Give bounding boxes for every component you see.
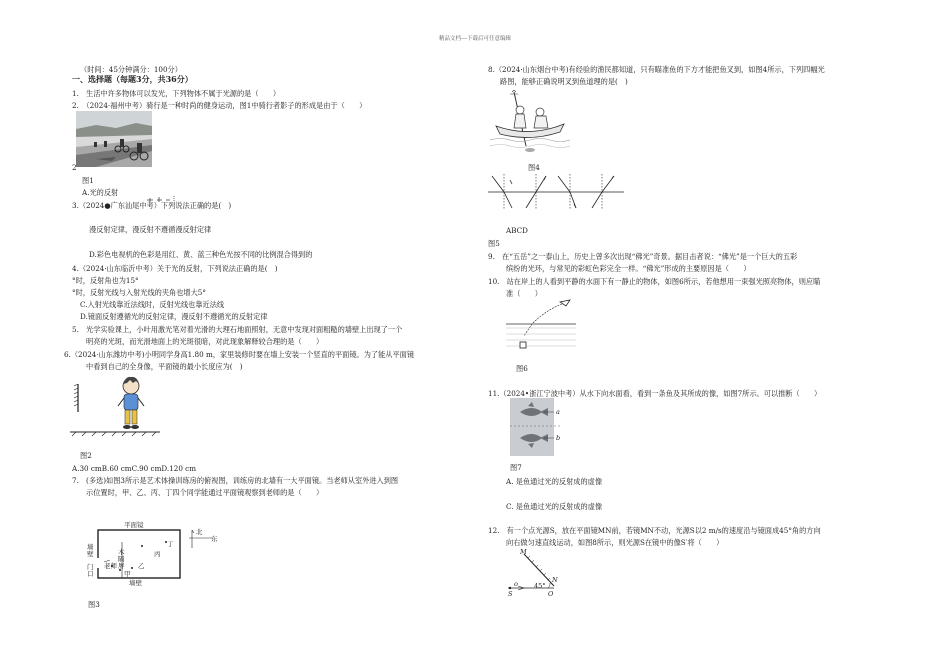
figure-4-caption: 图4 <box>528 163 540 172</box>
question-12-line-2: 向右做匀速直线运动，如图8所示，则光源S在镜中的像S′将（ ） <box>506 538 724 547</box>
question-2-mark: 2 <box>72 163 77 172</box>
fig8-s-label: S <box>508 590 513 598</box>
fig3-wood-label: 木 <box>118 548 125 556</box>
question-11-option-c: C. 是鱼通过光的反射成的虚像 <box>506 502 603 511</box>
fig3-yi-label: 乙 <box>138 562 145 570</box>
question-3-option-d: D.彩色电视机的色彩是用红、黄、蓝三种色光按不同的比例混合得到的 <box>89 250 313 259</box>
figure-1-photo <box>76 111 152 167</box>
question-1: 1. 生活中许多物体可以发光，下列物体不属于光源的是（ ） <box>72 89 281 98</box>
fig7-a-label: a <box>556 408 560 416</box>
question-4-option-d: D.镜面反射遵循光的反射定律，漫反射不遵循光的反射定律 <box>80 312 268 321</box>
fig8-o-label: O <box>548 590 554 598</box>
fig3-teacher-label: 老师 <box>104 562 117 570</box>
figure-3-caption: 图3 <box>88 600 100 609</box>
question-6-line-1: 6.（2024·山东潍坊中考)小明同学身高1.80 m，家里装修时要在墙上安装一个竖直的平面镜。为了能从平面镜 <box>64 350 415 359</box>
question-7-line-1: 7. (多选)如图3所示是艺术体操训练房的俯视图，训练房的北墙有一大平面镜。当老师从室外进入到图 <box>72 476 399 485</box>
figure-4-fisherman <box>490 90 570 154</box>
fig8-n-label: N <box>552 576 558 584</box>
question-6-line-2: 中看到自己的全身像，平面镜的最小长度应为( ) <box>86 362 243 371</box>
question-2-option-a: A.光的反射 <box>82 188 119 197</box>
fig3-door-label: 门口 <box>87 563 94 578</box>
question-9-line-1: 9. 在“五岳”之一泰山上，历史上曾多次出现“佛光”奇景。据目击者说：“佛光”是一个巨大的五彩 <box>488 252 798 261</box>
question-8-line-1: 8.（2024·山东烟台中考)有经验的渔民都知道，只有瞄准鱼的下方才能把鱼叉到，如图4所示，下列四幅光 <box>488 65 825 74</box>
fig7-b-label: b <box>556 434 561 442</box>
figure-2-boy-mirror <box>70 372 160 438</box>
fig3-east-label: 东 <box>211 535 218 543</box>
question-2: 2. （2024·福州中考）骑行是一种时尚的健身运动，图1中骑行者影子的形成是由于（ ） <box>72 101 367 110</box>
fig3-wall-bottom-label: 墙壁 <box>129 579 142 587</box>
figure-7-fish-image <box>510 398 570 456</box>
question-4-option-c: C.入射光线靠近法线时，反射光线也靠近法线 <box>80 300 225 309</box>
question-3: 3.（2024●广东汕尾中考）下列说法正确的是( ) <box>72 201 232 210</box>
fig3-north-label: 北 <box>196 528 203 536</box>
question-10-line-2: 准（ ） <box>506 289 542 298</box>
question-7-line-2: 示位置时，甲、乙、丙、丁四个同学能通过平面镜观察到老师的是（ ） <box>86 488 324 497</box>
figure-6-caption: 图6 <box>516 364 528 373</box>
fig3-mirror-label: 平面镜 <box>124 521 144 529</box>
figure-5-light-paths <box>488 172 628 212</box>
figure-2-caption: 图2 <box>80 451 92 460</box>
fig8-angle-label: 45° <box>534 582 546 590</box>
question-8-line-2: 路图，能够正确说明叉到鱼道理的是( ) <box>500 77 628 86</box>
figure-5-option-labels: ABCD <box>506 226 528 235</box>
figure-6-water <box>506 296 576 354</box>
question-5-line-1: 5. 光学实验课上，小叶用激光笔对着光滑的大理石地面照射，无意中发现对面粗糙的墙壁上出现了一个 <box>72 325 403 334</box>
figure-8-mirror <box>504 548 574 600</box>
question-9-line-2: 缤纷的光环，与常见的彩虹色彩完全一样。“佛光”形成的主要原因是（ ） <box>506 264 751 273</box>
fig3-jia-label: 甲 <box>124 570 131 578</box>
question-3-option-a: 漫反射定律，漫反射不遵循漫反射定律 <box>89 225 212 234</box>
figure-7-caption: 图7 <box>510 463 522 472</box>
fig8-small-o-label: o <box>514 580 518 588</box>
question-6-options: A.30 cmB.60 cmC.90 cmD.120 cm <box>72 464 197 473</box>
question-4-option-a: °时，反射角也为15° <box>72 276 139 285</box>
fig8-m-label: M <box>520 548 527 556</box>
section-title: 一、选择题（每题3分，共36分） <box>72 74 193 84</box>
figure-5-caption: 图5 <box>488 239 500 248</box>
question-5-line-2: 明亮的光斑，而光滑地面上的光斑很暗，对此现象解释较合理的是（ ） <box>86 337 324 346</box>
question-4-option-b: °时，反射光线与入射光线的夹角也增大5° <box>72 288 206 297</box>
fig3-bing-label: 丙 <box>154 550 161 558</box>
figure-3-gym-plan <box>82 518 222 592</box>
fig3-partition-label: 隔 <box>118 555 125 563</box>
question-12-line-1: 12. 有一个点光源S，放在平面镜MN前，若镜MN不动，光源S以2 m/s的速度沿与镜面成45°角的方向 <box>488 526 821 535</box>
question-10-line-1: 10. 站在岸上的人看到平静的水面下有一静止的物体，如图6所示，若他想用一束强光照亮物体，则应瞄 <box>488 277 821 286</box>
fig3-wall-left-label: 墙壁 <box>87 543 94 558</box>
time-score: （时间：45分钟满分：100分） <box>80 65 182 74</box>
question-4: 4.（2024·山东临沂中考）关于光的反射，下列说法正确的是( ) <box>72 264 278 273</box>
figure-1-caption: 图1 <box>82 176 94 185</box>
fig3-ding-label: 丁 <box>167 540 174 548</box>
page-header: 精品文档---下载后可任意编辑 <box>439 36 511 42</box>
question-11-option-a: A. 是鱼通过光的反射成的虚像 <box>506 477 603 486</box>
fig3-screen-label: 屏 <box>118 562 125 570</box>
question-11: 11.（2024•浙江宁波中考）从水下向水面看，看到一条鱼及其所成的像，如图7所示。可以推断（ ） <box>488 389 822 398</box>
